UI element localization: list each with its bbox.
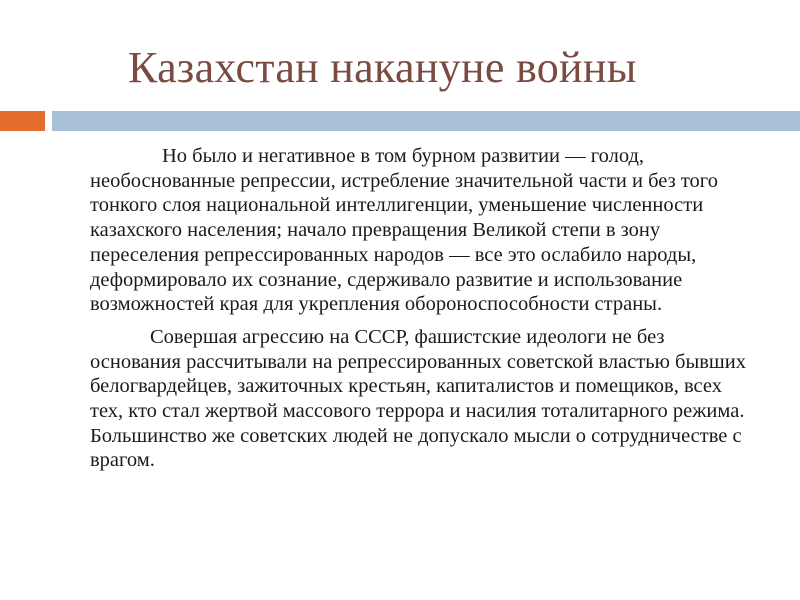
paragraph-2: Совершая агрессию на СССР, фашистские идеологи не без основания рассчитывали на репрессированных советской властью бывших белогвардейцев, зажиточных крестьян, капиталистов и помещиков, всех тех, кто стал жертвой массового террора и насилия тоталитарного режима. Большинство же советских людей не допускало мысли о сотрудничестве с врагом. bbox=[90, 325, 746, 472]
body-text bbox=[90, 144, 758, 473]
accent-bar-orange bbox=[0, 111, 45, 131]
paragraph-1: Но было и негативное в том бурном развитии — голод, необоснованные репрессии, истребление значительной части и без того тонкого слоя национальной интеллигенции, уменьшение численности казахского населения; начало превращения Великой степи в зону переселения репрессированных народов — все это ослабило народы, деформировало их сознание, сдерживало развитие и использование возможностей края для укрепления обороноспособности страны. bbox=[90, 145, 718, 316]
accent-bar-blue bbox=[52, 111, 800, 131]
slide-title: Казахстан накануне войны bbox=[128, 43, 637, 92]
